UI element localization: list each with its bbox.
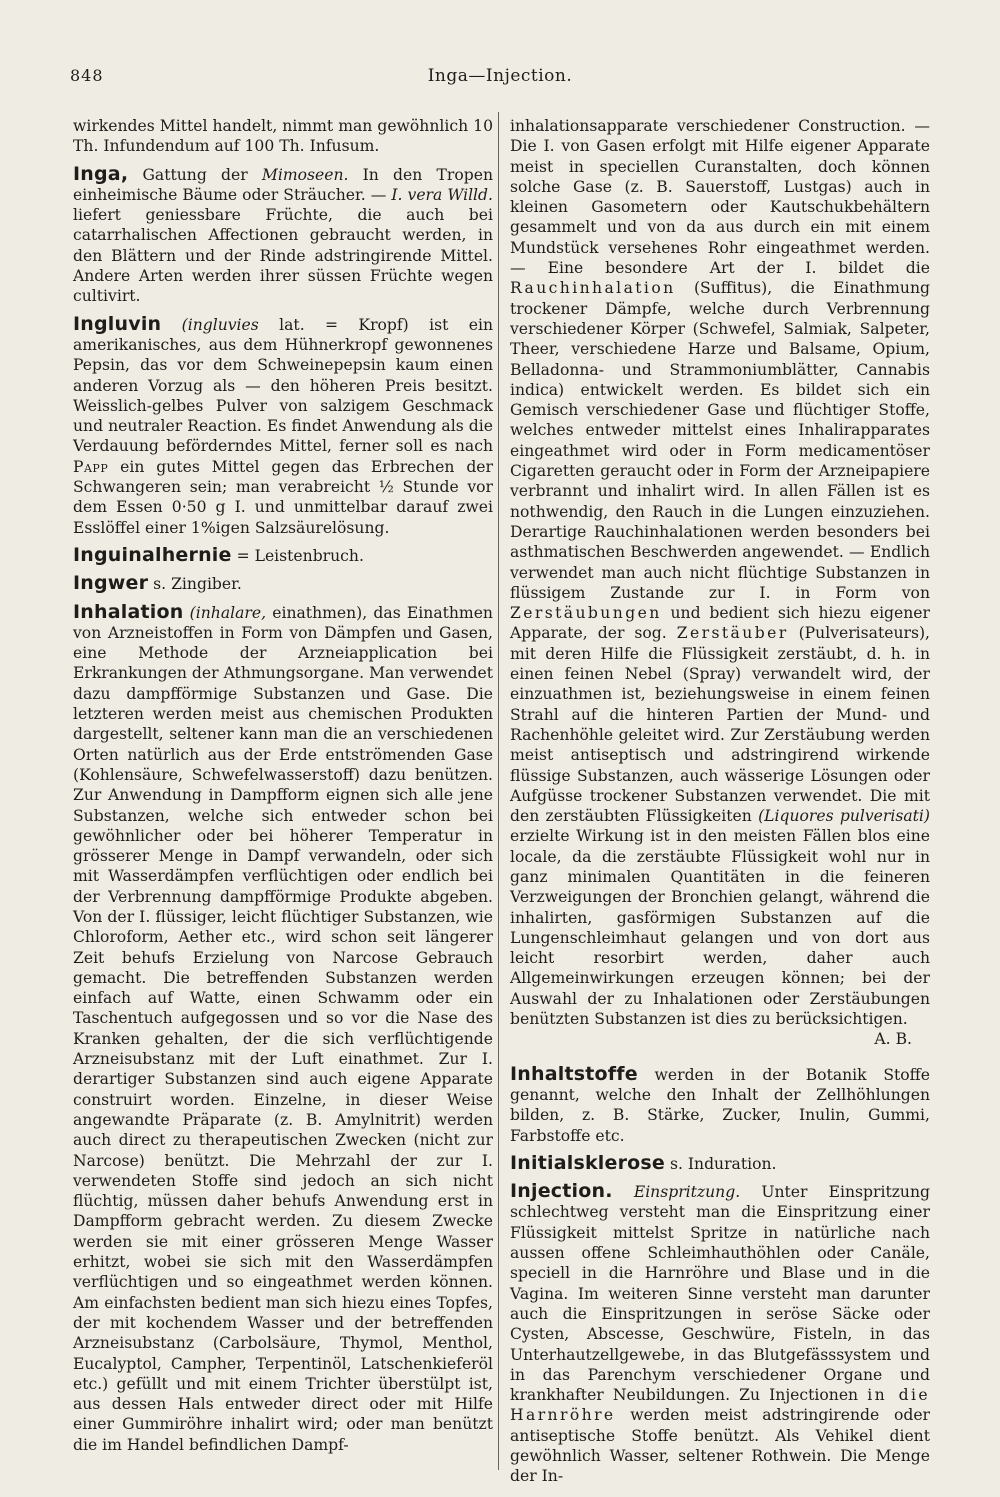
text: = Leistenbruch. [231,546,364,565]
spaced-term: in die Harnröhre [510,1386,930,1425]
entry-ingwer [73,573,493,594]
entry-inguinalhernie [73,545,493,566]
italic-text: (ingluvies [181,315,259,334]
text: s. Zingiber. [148,575,242,594]
headword: Inga, [73,162,129,185]
page-number: 848 [70,66,104,85]
text: (Suffitus), die Einathmung trockener Dämpfe, welche durch Verbrennung verschiedener Körper (Schwefel, Salmiak, Salpeter, Theer, verschiedene Harze und Balsame, Opium, Belladonna- und Strammoniumblätter, Cannabis indica) entwickelt werden. Es bildet sich ein Gemisch verschiedener Gase und flüchtiger Stoffe, welches entweder mittelst eines Inhalirapparates eingeathmet wird oder in Form medicamentöser Cigaretten geraucht oder in Form der Arzneipapiere verbrannt und inhalirt wird. In allen Fällen ist es nothwendig, den Rauch in die Lungen einzuziehen. Derartige Rauchinhalationen werden besonders bei asthmatischen Beschwerden angewendet. — Endlich verwendet man auch nicht flüchtige Substanzen in flüssigem Zustande zur I. in Form von [510,279,930,602]
entry-inhalation [73,602,493,1455]
italic-text: Mimoseen. [261,165,349,184]
headword: Inguinalhernie [73,543,232,566]
text: Unter Einspritzung schlechtweg versteht man die Einspritzung einer Flüssigkeit mittelst Spritze in natürliche nach aussen offene Schleimhauthöhlen oder Canäle, speciell in die Harnröhre und Blase und in die Vagina. Im weiteren Sinne versteht man darunter auch die Einspritzungen in seröse Säcke oder Cysten, Abscesse, Geschwüre, Fisteln, in das Unterhautzellgewebe, in das Blutgefässsystem und in das Parenchym verschiedener Organe und krankhafter Neubildungen. Zu Injectionen [510,1183,930,1405]
italic-text: (inhalare, [189,603,267,622]
text: inhalationsapparate verschiedener Construction. — Die I. von Gasen erfolgt mit Hilfe eigener Apparate meist in speciellen Curanstalten, doch können solche Gase (z. B. Sauerstoff, Lustgas) auch in kleinen Gasometern oder Kautschukbehältern gesammelt und von da aus durch ein mit einem Mundstück versehenes Rohr eingeathmet werden. — Eine besondere Art der I. bildet die [510,117,930,278]
text: In den Tropen einheimische Bäume oder Sträucher. — [73,165,493,204]
text: Gattung der [128,165,262,184]
headword: Ingluvin [73,312,162,335]
text: wirkendes Mittel handelt, nimmt man gewöhnlich 10 Th. Infundendum auf 100 Th. Infusum. [73,117,493,156]
entry-inhaltstoffe [510,1064,930,1146]
headword: Injection. [510,1180,613,1203]
entry-inhalation-continued [510,116,930,1029]
right-column [510,116,930,1487]
headword: Inhaltstoffe [510,1062,638,1085]
text: liefert geniessbare Früchte, die auch bei catarrhalischen Affectionen gebraucht werden, in den Blättern und der Rinde adstringirende Mittel. Andere Arten werden ihrer süssen Früchte wegen cultivirt. [73,206,493,306]
spaced-term: Rauchinhalation [510,279,676,298]
author-name: Papp [73,457,109,476]
entry-initialsklerose [510,1153,930,1174]
entry-inga [73,164,493,307]
left-column [73,116,493,1455]
running-header: Inga—Injection. [427,66,573,86]
entry-injection [510,1181,930,1486]
text: werden meist adstringirende oder antiseptische Stoffe benützt. Als Vehikel dient gewöhnlich Wasser, seltener Rothwein. Die Menge der In- [510,1406,930,1486]
text: lat. = Kropf) ist ein amerikanisches, aus dem Hühnerkropf gewonnenes Pepsin, das vor dem Schweinepepsin kaum einen anderen Vorzug als — den höheren Preis besitzt. Weisslich-gelbes Pulver von salzigem Geschmack und neutraler Reaction. Es findet Anwendung als die Verdauung beförderndes Mittel, ferner soll es nach [73,315,493,456]
text: (Pulverisateurs), mit deren Hilfe die Flüssigkeit zerstäubt, d. h. in einen feinen Nebel (Spray) verwandelt wird, der einzuathmen ist, beziehungsweise in einem feinen Strahl auf die hinteren Partien der Mund- und Rachenhöhle geleitet wird. Zur Zerstäubung werden meist antiseptisch und adstringirend wirkende flüssige Substanzen, auch wässerige Lösungen oder Aufgüsse trockener Substanzen verwendet. Die mit den zerstäubten Flüssigkeiten [510,624,930,826]
italic-text: (Liquores pulverisati) [758,807,930,826]
author-signature: A. B. [874,1030,912,1049]
column-divider [498,112,499,1470]
italic-text: I. vera Willd. [391,185,493,204]
paragraph-continuation [73,116,493,157]
text: werden in der Botanik Stoffe genannt, welche den Inhalt der Zellhöhlungen bilden, z. B. Stärke, Zucker, Inulin, Gummi, Farbstoffe etc. [510,1065,930,1145]
headword: Inhalation [73,600,184,623]
headword: Ingwer [73,572,149,595]
spaced-term: Zerstäubungen [510,604,662,623]
text: s. Induration. [665,1154,777,1173]
text: und bedient sich hiezu eigener Apparate, der sog. [510,604,930,643]
italic-text: Einspritzung. [633,1183,741,1202]
spaced-term: Zerstäuber [676,624,789,643]
entry-ingluvin [73,314,493,538]
text: einathmen), das Einathmen von Arzneistoffen in Form von Dämpfen und Gasen, eine Methode der Arzneiapplication bei Erkrankungen der Athmungsorgane. Man verwendet dazu dampfförmige Substanzen und Gase. Die letzteren werden meist aus chemischen Produkten dargestellt, seltener kann man die an verschiedenen Orten natürlich aus der Erde entströmenden Gase (Kohlensäure, Schwefelwasserstoff) dazu benützen. Zur Anwendung in Dampfform eignen sich alle jene Substanzen, welche sich entweder schon bei gewöhnlicher oder bei höherer Temperatur in grösserer Menge in Dampf verwandeln, oder sich mit Wasserdämpfen verflüchtigen oder endlich bei der Verbrennung dampfförmige Produkte abgeben. Von der I. flüssiger, leicht flüchtiger Substanzen, wie Chloroform, Aether etc., wird schon seit längerer Zeit behufs Erzielung von Narcose Gebrauch gemacht. Die betreffenden Substanzen werden einfach auf Watte, einen Schwamm oder ein Taschentuch aufgegossen und so vor die Nase des Kranken gehalten, der die sich verflüchtigende Arzneisubstanz mit der Luft einathmet. Zur I. derartiger Substanzen sind auch eigene Apparate construirt worden. Einzelne, in dieser Weise angewandte Präparate (z. B. Amylnitrit) werden auch direct zu therapeutischen Zwecken (nicht zur Narcose) benützt. Die Mehrzahl der zur I. verwendeten Stoffe sind jedoch an sich nicht flüchtig, müssen daher behufs Anwendung erst in Dampfform gebracht werden. Zu diesem Zwecke werden sie mit einer grösseren Menge Wasser erhitzt, wobei sie sich mit den Wasserdämpfen verflüchtigen und so eingeathmet werden können. Am einfachsten bedient man sich hiezu eines Topfes, der mit kochendem Wasser und der betreffenden Arzneisubstanz (Carbolsäure, Thymol, Menthol, Eucalyptol, Campher, Terpentinöl, Latschenkieferöl etc.) gefüllt und mit einem Trichter überstülpt ist, aus dessen Hals entweder direct oder mit Hilfe einer Gummiröhre inhalirt wird; oder man benützt die im Handel befindlichen Dampf- [73,603,493,1454]
text: ein gutes Mittel gegen das Erbrechen der Schwangeren sein; man verabreicht ½ Stunde vor dem Essen 0·50 g I. und unmittelbar darauf zwei Esslöffel einer 1%igen Salzsäurelösung. [73,457,493,537]
headword: Initialsklerose [510,1151,665,1174]
text: erzielte Wirkung ist in den meisten Fällen blos eine locale, da die zerstäubte Flüssigkeit wohl nur in ganz minimalen Quantitäten in die feineren Verzweigungen der Bronchien gelangt, während die inhalirten, gasförmigen Substanzen auf die Lungenschleimhaut gelangen und von dort aus leicht resorbirt werden, daher auch Allgemeinwirkungen erzeugen können; bei der Auswahl der zu Inhalationen oder Zerstäubungen benützten Substanzen ist dies zu berücksichtigen. [510,827,930,1029]
